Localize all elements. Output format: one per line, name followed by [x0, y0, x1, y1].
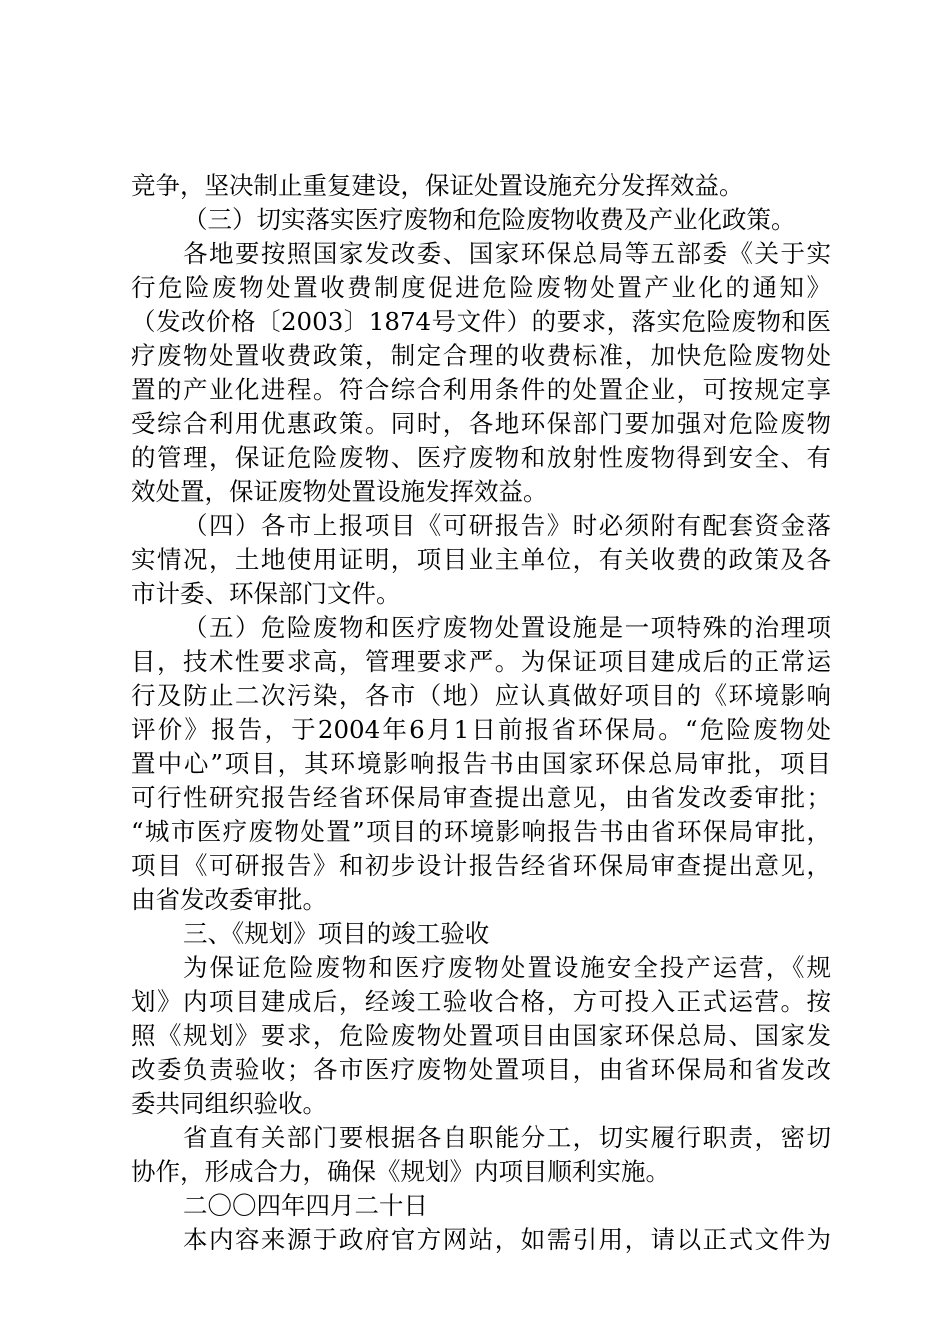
section-heading-five: （五）危险废物和医疗废物处置设施是一项特殊的治理项 — [183, 613, 831, 642]
paragraph-line-17: 评价》报告，于2004年6月1日前报省环保局。“危险废物处 — [131, 715, 831, 744]
paragraph-line-21: 项目《可研报告》和初步设计报告经省环保局审查提出意见， — [131, 851, 831, 880]
paragraph-line-10: 效处置，保证废物处置设施发挥效益。 — [131, 477, 548, 506]
section-heading-four: （四）各市上报项目《可研报告》时必须附有配套资金落 — [183, 511, 831, 540]
paragraph-line-3: 各地要按照国家发改委、国家环保总局等五部委《关于实 — [183, 239, 831, 268]
paragraph-line-4: 行危险废物处置收费制度促进危险废物处置产业化的通知》 — [131, 273, 831, 302]
paragraph-line-30: 协作，形成合力，确保《规划》内项目顺利实施。 — [131, 1157, 670, 1186]
paragraph-line-13: 市计委、环保部门文件。 — [131, 579, 401, 608]
paragraph-line-27: 改委负责验收；各市医疗废物处置项目，由省环保局和省发改 — [131, 1055, 831, 1084]
paragraph-line-7: 置的产业化进程。符合综合利用条件的处置企业，可按规定享 — [131, 375, 831, 404]
paragraph-line-26: 照《规划》要求，危险废物处置项目由国家环保总局、国家发 — [131, 1021, 831, 1050]
section-heading-acceptance: 三、《规划》项目的竣工验收 — [183, 919, 490, 948]
paragraph-line-28: 委共同组织验收。 — [131, 1089, 327, 1118]
paragraph-line-29: 省直有关部门要根据各自职能分工，切实履行职责，密切 — [183, 1123, 831, 1152]
paragraph-line-24: 为保证危险废物和医疗废物处置设施安全投产运营，《规 — [183, 953, 831, 982]
document-body — [131, 169, 831, 1257]
source-note: 本内容来源于政府官方网站，如需引用，请以正式文件为 — [183, 1225, 831, 1254]
paragraph-line-19: 可行性研究报告经省环保局审查提出意见，由省发改委审批； — [131, 783, 831, 812]
paragraph-line-15: 目，技术性要求高，管理要求严。为保证项目建成后的正常运 — [131, 647, 831, 676]
paragraph-line-8: 受综合利用优惠政策。同时，各地环保部门要加强对危险废物 — [131, 409, 831, 438]
paragraph-line-20: “城市医疗废物处置”项目的环境影响报告书由省环保局审批， — [131, 817, 831, 846]
paragraph-line-1: 竞争，坚决制止重复建设，保证处置设施充分发挥效益。 — [131, 171, 744, 200]
paragraph-line-9: 的管理，保证危险废物、医疗废物和放射性废物得到安全、有 — [131, 443, 831, 472]
paragraph-line-5: （发改价格〔2003〕1874号文件）的要求，落实危险废物和医 — [131, 307, 831, 336]
paragraph-line-18: 置中心”项目，其环境影响报告书由国家环保总局审批，项目 — [131, 749, 831, 778]
paragraph-line-12: 实情况，土地使用证明，项目业主单位，有关收费的政策及各 — [131, 545, 831, 574]
paragraph-line-22: 由省发改委审批。 — [131, 885, 327, 914]
section-heading-three: （三）切实落实医疗废物和危险废物收费及产业化政策。 — [183, 205, 796, 234]
paragraph-line-6: 疗废物处置收费政策，制定合理的收费标准，加快危险废物处 — [131, 341, 831, 370]
paragraph-line-25: 划》内项目建成后，经竣工验收合格，方可投入正式运营。按 — [131, 987, 831, 1016]
paragraph-line-16: 行及防止二次污染，各市（地）应认真做好项目的《环境影响 — [131, 681, 831, 710]
document-date: 二〇〇四年四月二十日 — [183, 1191, 428, 1220]
